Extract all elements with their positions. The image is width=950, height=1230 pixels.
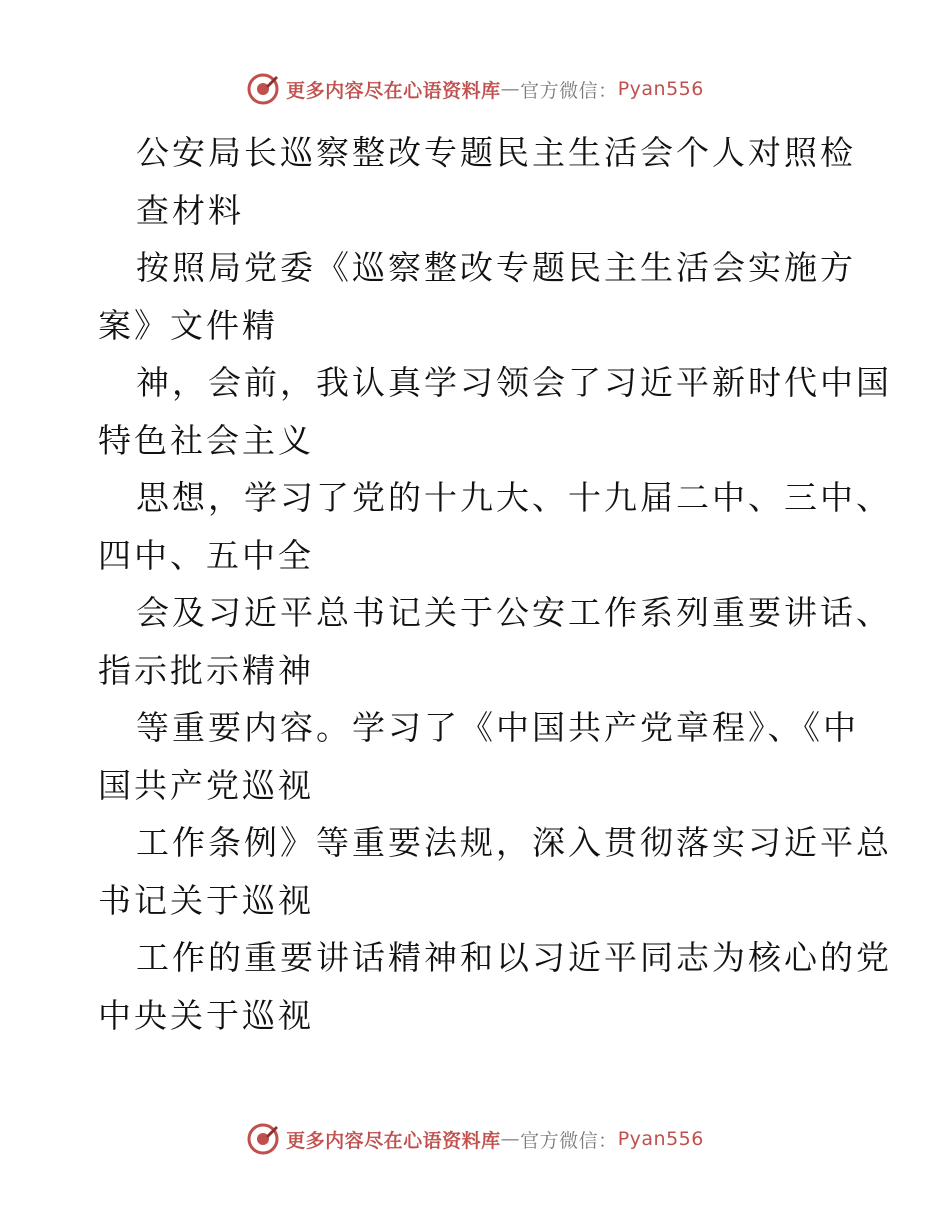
header-banner (0, 72, 950, 106)
brand-logo-icon (246, 1122, 280, 1156)
paragraph-line: 中央关于巡视 (98, 995, 314, 1035)
footer-separator: — (500, 1128, 521, 1150)
paragraph-line: 书记关于巡视 (98, 880, 314, 920)
paragraph-line: 按照局党委《巡察整改专题民主生活会实施方 (136, 248, 856, 287)
paragraph-line: 国共产党巡视 (98, 765, 314, 805)
header-wechat-label: 官方微信： (520, 79, 618, 102)
paragraph-line: 案》文件精 (98, 305, 278, 345)
paragraph-line: 特色社会主义 (98, 420, 314, 460)
document-title-line-2: 查材料 (136, 190, 244, 230)
header-brand-text: 更多内容尽在心语资料库 (286, 79, 501, 102)
paragraph-line: 等重要内容。学习了《中国共产党章程》、《中 (136, 708, 859, 747)
paragraph-line: 会及习近平总书记关于公安工作系列重要讲话、 (136, 593, 892, 632)
footer-banner (0, 1122, 950, 1156)
footer-wechat-id: Pyan556 (617, 1128, 704, 1150)
paragraph-line: 思想，学习了党的十九大、十九届二中、三中、 (136, 478, 892, 517)
footer-brand-text: 更多内容尽在心语资料库 (286, 1129, 501, 1152)
paragraph-line: 神，会前，我认真学习领会了习近平新时代中国 (136, 363, 892, 402)
header-wechat-id: Pyan556 (617, 78, 704, 100)
paragraph-line: 工作的重要讲话精神和以习近平同志为核心的党 (136, 938, 892, 977)
paragraph-line: 指示批示精神 (98, 650, 314, 690)
paragraph-line: 四中、五中全 (98, 535, 314, 575)
header-separator: — (500, 78, 521, 100)
footer-wechat-label: 官方微信： (520, 1129, 618, 1152)
document-title-line-1: 公安局长巡察整改专题民主生活会个人对照检 (136, 133, 856, 172)
brand-logo-icon (246, 72, 280, 106)
document-body (98, 124, 892, 1044)
paragraph-line: 工作条例》等重要法规，深入贯彻落实习近平总 (136, 823, 892, 862)
